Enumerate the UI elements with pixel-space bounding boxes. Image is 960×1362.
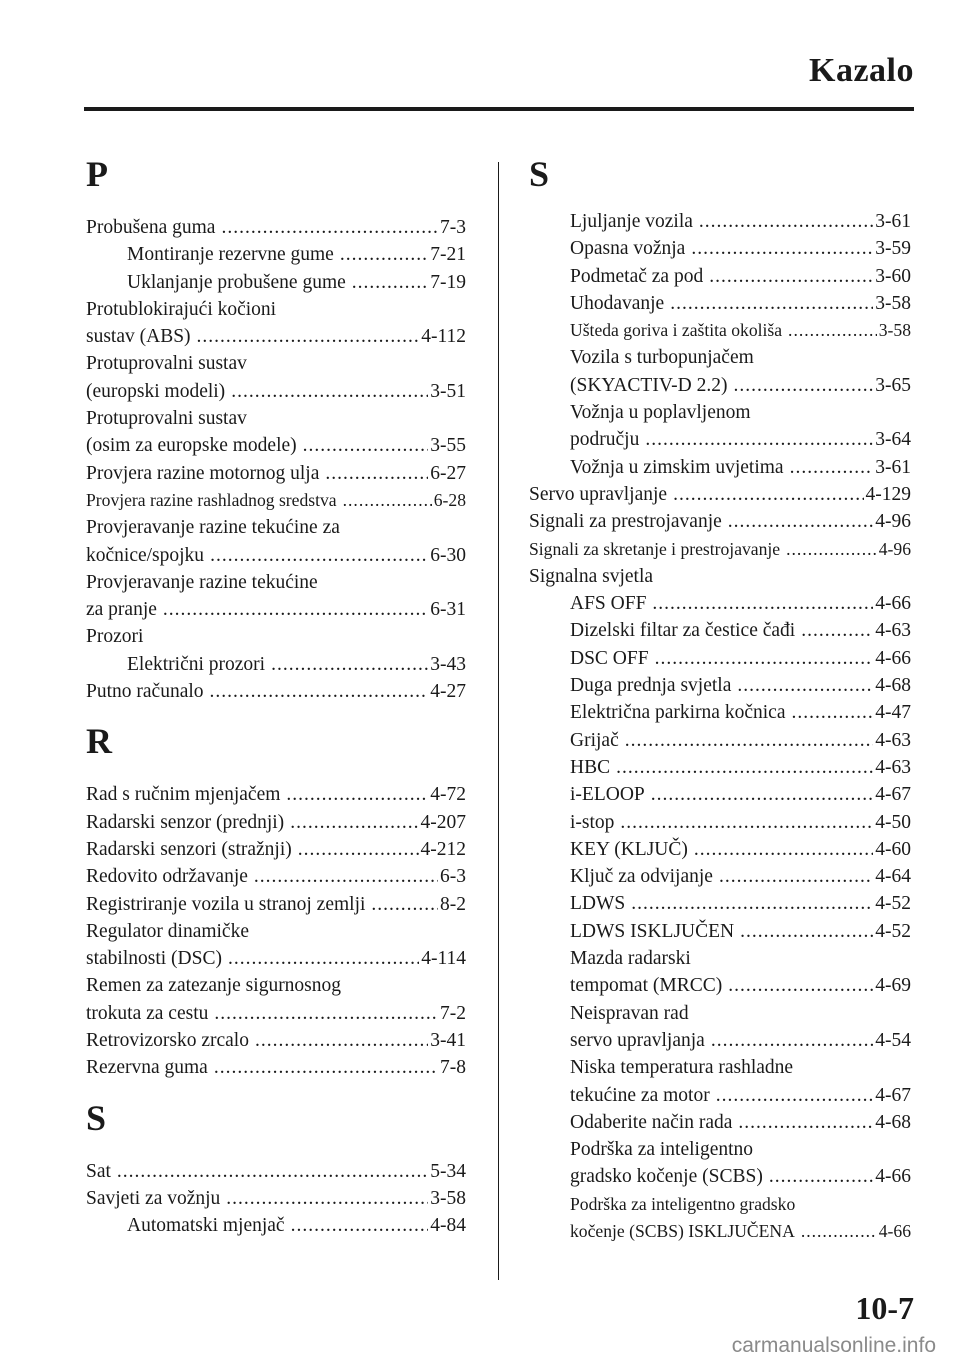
dot-leader: [231, 378, 428, 405]
entry-page-ref: 4-47: [875, 702, 911, 724]
entry-page-ref: 4-114: [421, 948, 466, 970]
dot-leader: [616, 754, 873, 781]
entry-term: Grijač: [570, 729, 619, 751]
index-subentry: [86, 241, 466, 268]
index-entry: [86, 542, 466, 569]
entry-term: (europski modeli): [86, 380, 226, 402]
entry-page-ref: 4-50: [875, 811, 911, 833]
dot-leader: [673, 481, 863, 508]
entry-term: Podrška za inteligentno gradsko: [570, 1193, 796, 1214]
entry-term: Vožnja u poplavljenom: [570, 402, 751, 424]
dot-leader: [163, 596, 428, 623]
index-subentry: [529, 918, 911, 945]
entry-page-ref: 4-96: [875, 511, 911, 533]
section-letter: P: [86, 154, 108, 194]
entry-term: (osim za europske modele): [86, 435, 297, 457]
entry-term: Podmetač za pod: [570, 265, 704, 287]
entry-term: za pranje: [86, 599, 157, 621]
entry-term: Sat: [86, 1160, 111, 1182]
index-entry: [86, 945, 466, 972]
entry-term: Provjeravanje razine tekućine: [86, 571, 318, 593]
entry-term: Električna parkirna kočnica: [570, 702, 786, 724]
dot-leader: [716, 1082, 874, 1109]
entry-page-ref: 6-31: [430, 599, 466, 621]
index-entry: [86, 623, 466, 650]
dot-leader: [298, 836, 419, 863]
index-subentry: [529, 235, 911, 262]
entry-page-ref: 4-66: [875, 1166, 911, 1188]
entry-term: AFS OFF: [570, 593, 647, 615]
dot-leader: [728, 972, 873, 999]
entry-page-ref: 4-54: [875, 1029, 911, 1051]
entry-term: Provjeravanje razine tekućine za: [86, 517, 340, 539]
entry-page-ref: 3-61: [875, 211, 911, 232]
entry-term: Montiranje rezervne gume: [127, 244, 334, 266]
dot-leader: [343, 487, 432, 514]
index-entry: [86, 350, 466, 377]
entry-page-ref: 6-27: [430, 462, 466, 484]
entry-page-ref: 5-34: [430, 1160, 466, 1182]
entry-term: Provjera razine motornog ulja: [86, 462, 320, 484]
entry-term: HBC: [570, 756, 611, 778]
index-subentry: [529, 1109, 911, 1136]
entry-term: Rezervna guma: [86, 1057, 208, 1079]
entry-page-ref: 4-66: [875, 647, 911, 669]
index-subentry: [529, 454, 911, 481]
entry-term: Signali za prestrojavanje: [529, 511, 722, 533]
index-subentry: [529, 1082, 911, 1109]
entry-page-ref: 7-19: [430, 271, 466, 293]
dot-leader: [340, 241, 428, 268]
entry-page-ref: 3-58: [878, 320, 911, 341]
index-entry: [86, 1185, 466, 1212]
entry-term: Registriranje vozila u stranoj zemlji: [86, 893, 366, 915]
dot-leader: [791, 699, 873, 726]
dot-leader: [254, 863, 438, 890]
dot-leader: [699, 208, 873, 235]
index-subentry: [529, 863, 911, 890]
index-entry: [86, 863, 466, 890]
index-entry: [86, 972, 466, 999]
entry-term: Ljuljanje vozila: [570, 211, 693, 232]
entry-term: i-ELOOP: [570, 784, 645, 806]
index-subentry: [529, 781, 911, 808]
entry-term: Uklanjanje probušene gume: [127, 271, 346, 293]
dot-leader: [226, 1185, 428, 1212]
dot-leader: [255, 1027, 428, 1054]
index-subentry: [529, 317, 911, 344]
index-entry: [86, 1000, 466, 1027]
dot-leader: [788, 317, 877, 344]
index-entry: [529, 536, 911, 563]
dot-leader: [271, 651, 428, 678]
entry-page-ref: 6-30: [430, 544, 466, 566]
index-subentry: [529, 590, 911, 617]
dot-leader: [670, 290, 873, 317]
index-subentry: [529, 754, 911, 781]
dot-leader: [620, 809, 873, 836]
dot-leader: [801, 1218, 877, 1245]
index-subentry: [529, 972, 911, 999]
entry-term: Prozori: [86, 626, 144, 648]
dot-leader: [740, 918, 873, 945]
dot-leader: [691, 235, 873, 262]
index-subentry: [529, 426, 911, 453]
entry-term: stabilnosti (DSC): [86, 948, 222, 970]
entry-term: Ušteda goriva i zaštita okoliša: [570, 320, 783, 341]
entry-term: Retrovizorsko zrcalo: [86, 1030, 249, 1052]
entry-term: Radarski senzori (stražnji): [86, 838, 292, 860]
section-letter: S: [529, 154, 550, 194]
dot-leader: [711, 1027, 873, 1054]
index-subentry: [529, 399, 911, 426]
entry-page-ref: 3-58: [875, 292, 911, 314]
dot-leader: [651, 781, 874, 808]
entry-term: Putno računalo: [86, 681, 204, 703]
entry-term: KEY (KLJUČ): [570, 838, 688, 860]
entry-page-ref: 7-8: [440, 1057, 466, 1079]
dot-leader: [769, 1163, 873, 1190]
entry-page-ref: 4-68: [875, 675, 911, 697]
index-column-left: [86, 150, 466, 1240]
entry-page-ref: 3-55: [430, 435, 466, 457]
dot-leader: [210, 542, 428, 569]
entry-term: Uhodavanje: [570, 292, 665, 314]
dot-leader: [286, 781, 428, 808]
entry-term: (SKYACTIV-D 2.2): [570, 374, 728, 396]
section-letter: S: [86, 1097, 107, 1138]
entry-page-ref: 4-212: [420, 838, 466, 860]
entry-page-ref: 4-27: [430, 681, 466, 703]
entry-term: LDWS: [570, 893, 626, 915]
entry-page-ref: 4-67: [875, 1084, 911, 1106]
dot-leader: [801, 617, 873, 644]
index-subentry: [86, 269, 466, 296]
entry-page-ref: 4-72: [430, 784, 466, 806]
index-entry: [86, 296, 466, 323]
entry-page-ref: 3-64: [875, 429, 911, 451]
index-entry: [86, 1158, 466, 1185]
index-subentry: [529, 836, 911, 863]
index-entry: [86, 781, 466, 808]
entry-page-ref: 4-129: [865, 483, 911, 505]
entry-page-ref: 3-58: [430, 1187, 466, 1209]
entry-page-ref: 4-64: [875, 866, 911, 888]
entry-term: Niska temperatura rashladne: [570, 1057, 794, 1079]
index-entry: [529, 508, 911, 535]
index-entry: [86, 214, 466, 241]
index-subentry: [529, 372, 911, 399]
entry-page-ref: 3-65: [875, 374, 911, 396]
entry-term: Remen za zatezanje sigurnosnog: [86, 975, 342, 997]
index-subentry: [86, 651, 466, 678]
entry-term: sustav (ABS): [86, 326, 191, 348]
page-header-title: Kazalo: [809, 52, 914, 89]
dot-leader: [352, 269, 428, 296]
entry-page-ref: 3-41: [430, 1030, 466, 1052]
entry-term: Automatski mjenjač: [127, 1215, 285, 1237]
entry-page-ref: 4-60: [875, 838, 911, 860]
index-entry: [86, 809, 466, 836]
dot-leader: [303, 432, 429, 459]
entry-term: Opasna vožnja: [570, 238, 686, 260]
dot-leader: [790, 454, 874, 481]
index-subentry: [529, 1000, 911, 1027]
page-number: 10-7: [855, 1290, 914, 1326]
dot-leader: [291, 1212, 429, 1239]
entry-term: Rad s ručnim mjenjačem: [86, 784, 281, 806]
dot-leader: [709, 263, 873, 290]
entry-page-ref: 4-63: [875, 756, 911, 778]
index-entry: [86, 678, 466, 705]
dot-leader: [719, 863, 873, 890]
index-subentry: [529, 672, 911, 699]
index-entry: [86, 596, 466, 623]
index-entry: [86, 514, 466, 541]
header-rule: [84, 107, 914, 111]
entry-page-ref: 4-69: [875, 975, 911, 997]
entry-page-ref: 3-59: [875, 238, 911, 260]
entry-term: Vožnja u zimskim uvjetima: [570, 456, 784, 478]
index-entry: [529, 563, 911, 590]
entry-page-ref: 6-28: [433, 489, 466, 510]
index-entry: [86, 405, 466, 432]
index-entry: [86, 378, 466, 405]
entry-term: Neispravan rad: [570, 1002, 689, 1024]
dot-leader: [786, 536, 877, 563]
entry-page-ref: 7-21: [430, 244, 466, 266]
entry-term: Signali za skretanje i prestrojavanje: [529, 538, 781, 559]
entry-term: Protuprovalni sustav: [86, 408, 247, 430]
entry-term: Ključ za odvijanje: [570, 866, 713, 888]
entry-page-ref: 6-3: [440, 866, 466, 888]
index-subentry: [529, 645, 911, 672]
index-subentry: [529, 1163, 911, 1190]
entry-term: tekućine za motor: [570, 1084, 710, 1106]
entry-page-ref: 4-66: [878, 1220, 911, 1241]
entry-page-ref: 7-3: [440, 217, 466, 238]
index-entry: [529, 481, 911, 508]
entry-term: Protublokirajući kočioni: [86, 298, 277, 320]
dot-leader: [214, 1000, 438, 1027]
entry-term: Servo upravljanje: [529, 483, 668, 505]
entry-term: Električni prozori: [127, 653, 266, 675]
entry-term: LDWS ISKLJUČEN: [570, 920, 735, 942]
entry-term: Vozila s turbopunjačem: [570, 347, 754, 369]
index-subentry: [529, 208, 911, 235]
entry-page-ref: 4-207: [420, 811, 466, 833]
entry-term: kočnice/spojku: [86, 544, 205, 566]
entry-page-ref: 4-63: [875, 620, 911, 642]
dot-leader: [290, 809, 418, 836]
dot-leader: [694, 836, 873, 863]
dot-leader: [197, 323, 420, 350]
entry-term: Redovito održavanje: [86, 866, 248, 888]
index-entry: [86, 1027, 466, 1054]
index-subentry: [529, 1027, 911, 1054]
index-subentry: [529, 945, 911, 972]
index-column-right: [529, 150, 911, 1245]
entry-term: Dizelski filtar za čestice čađi: [570, 620, 796, 642]
dot-leader: [371, 891, 438, 918]
index-subentry: [86, 1212, 466, 1239]
entry-term: Protuprovalni sustav: [86, 353, 247, 375]
entry-page-ref: 4-67: [875, 784, 911, 806]
index-entry: [86, 569, 466, 596]
dot-leader: [733, 372, 873, 399]
entry-term: tempomat (MRCC): [570, 975, 723, 997]
entry-page-ref: 4-66: [875, 593, 911, 615]
dot-leader: [652, 590, 873, 617]
entry-term: Duga prednja svjetla: [570, 675, 732, 697]
dot-leader: [655, 645, 874, 672]
index-subentry: [529, 1218, 911, 1245]
index-entry: [86, 918, 466, 945]
dot-leader: [728, 508, 873, 535]
entry-page-ref: 3-43: [430, 653, 466, 675]
index-entry: [86, 460, 466, 487]
index-subentry: [529, 1136, 911, 1163]
entry-term: DSC OFF: [570, 647, 649, 669]
entry-page-ref: 4-84: [430, 1215, 466, 1237]
dot-leader: [325, 460, 428, 487]
index-entry: [86, 432, 466, 459]
column-divider: [498, 162, 499, 1280]
index-subentry: [529, 727, 911, 754]
index-subentry: [529, 1054, 911, 1081]
entry-term: kočenje (SCBS) ISKLJUČENA: [570, 1220, 795, 1241]
index-entry: [86, 891, 466, 918]
entry-term: Mazda radarski: [570, 948, 691, 970]
entry-term: i-stop: [570, 811, 615, 833]
dot-leader: [214, 1054, 438, 1081]
index-subentry: [529, 290, 911, 317]
entry-term: gradsko kočenje (SCBS): [570, 1166, 763, 1188]
entry-term: Podrška za inteligentno: [570, 1139, 754, 1161]
section-letter: R: [86, 721, 112, 762]
watermark-text: carmanualsonline.info: [731, 1334, 936, 1357]
entry-page-ref: 3-60: [875, 265, 911, 287]
index-entry: [86, 323, 466, 350]
index-subentry: [529, 809, 911, 836]
entry-page-ref: 4-96: [878, 538, 911, 559]
entry-term: Provjera razine rashladnog sredstva: [86, 489, 337, 510]
entry-term: Signalna svjetla: [529, 565, 654, 587]
dot-leader: [221, 214, 438, 241]
entry-page-ref: 4-63: [875, 729, 911, 751]
index-subentry: [529, 263, 911, 290]
dot-leader: [625, 727, 874, 754]
index-subentry: [529, 699, 911, 726]
entry-page-ref: 4-112: [421, 326, 466, 348]
dot-leader: [631, 890, 873, 917]
dot-leader: [210, 678, 429, 705]
entry-page-ref: 3-61: [875, 456, 911, 478]
entry-term: Odaberite način rada: [570, 1111, 733, 1133]
dot-leader: [117, 1158, 428, 1185]
index-subentry: [529, 344, 911, 371]
entry-page-ref: 8-2: [440, 893, 466, 915]
index-subentry: [529, 1191, 911, 1218]
entry-term: servo upravljanja: [570, 1029, 705, 1051]
dot-leader: [738, 1109, 873, 1136]
dot-leader: [737, 672, 873, 699]
entry-page-ref: 3-51: [430, 380, 466, 402]
index-entry: [86, 1054, 466, 1081]
entry-term: Radarski senzor (prednji): [86, 811, 285, 833]
entry-term: području: [570, 429, 640, 451]
index-entry: [86, 487, 466, 514]
dot-leader: [228, 945, 419, 972]
entry-page-ref: 7-2: [440, 1002, 466, 1024]
index-entry: [86, 836, 466, 863]
entry-page-ref: 4-52: [875, 920, 911, 942]
entry-term: Regulator dinamičke: [86, 920, 249, 942]
entry-term: Probušena guma: [86, 217, 216, 238]
index-subentry: [529, 617, 911, 644]
index-subentry: [529, 890, 911, 917]
entry-page-ref: 4-52: [875, 893, 911, 915]
dot-leader: [645, 426, 873, 453]
entry-page-ref: 4-68: [875, 1111, 911, 1133]
entry-term: Savjeti za vožnju: [86, 1187, 221, 1209]
entry-term: trokuta za cestu: [86, 1002, 209, 1024]
